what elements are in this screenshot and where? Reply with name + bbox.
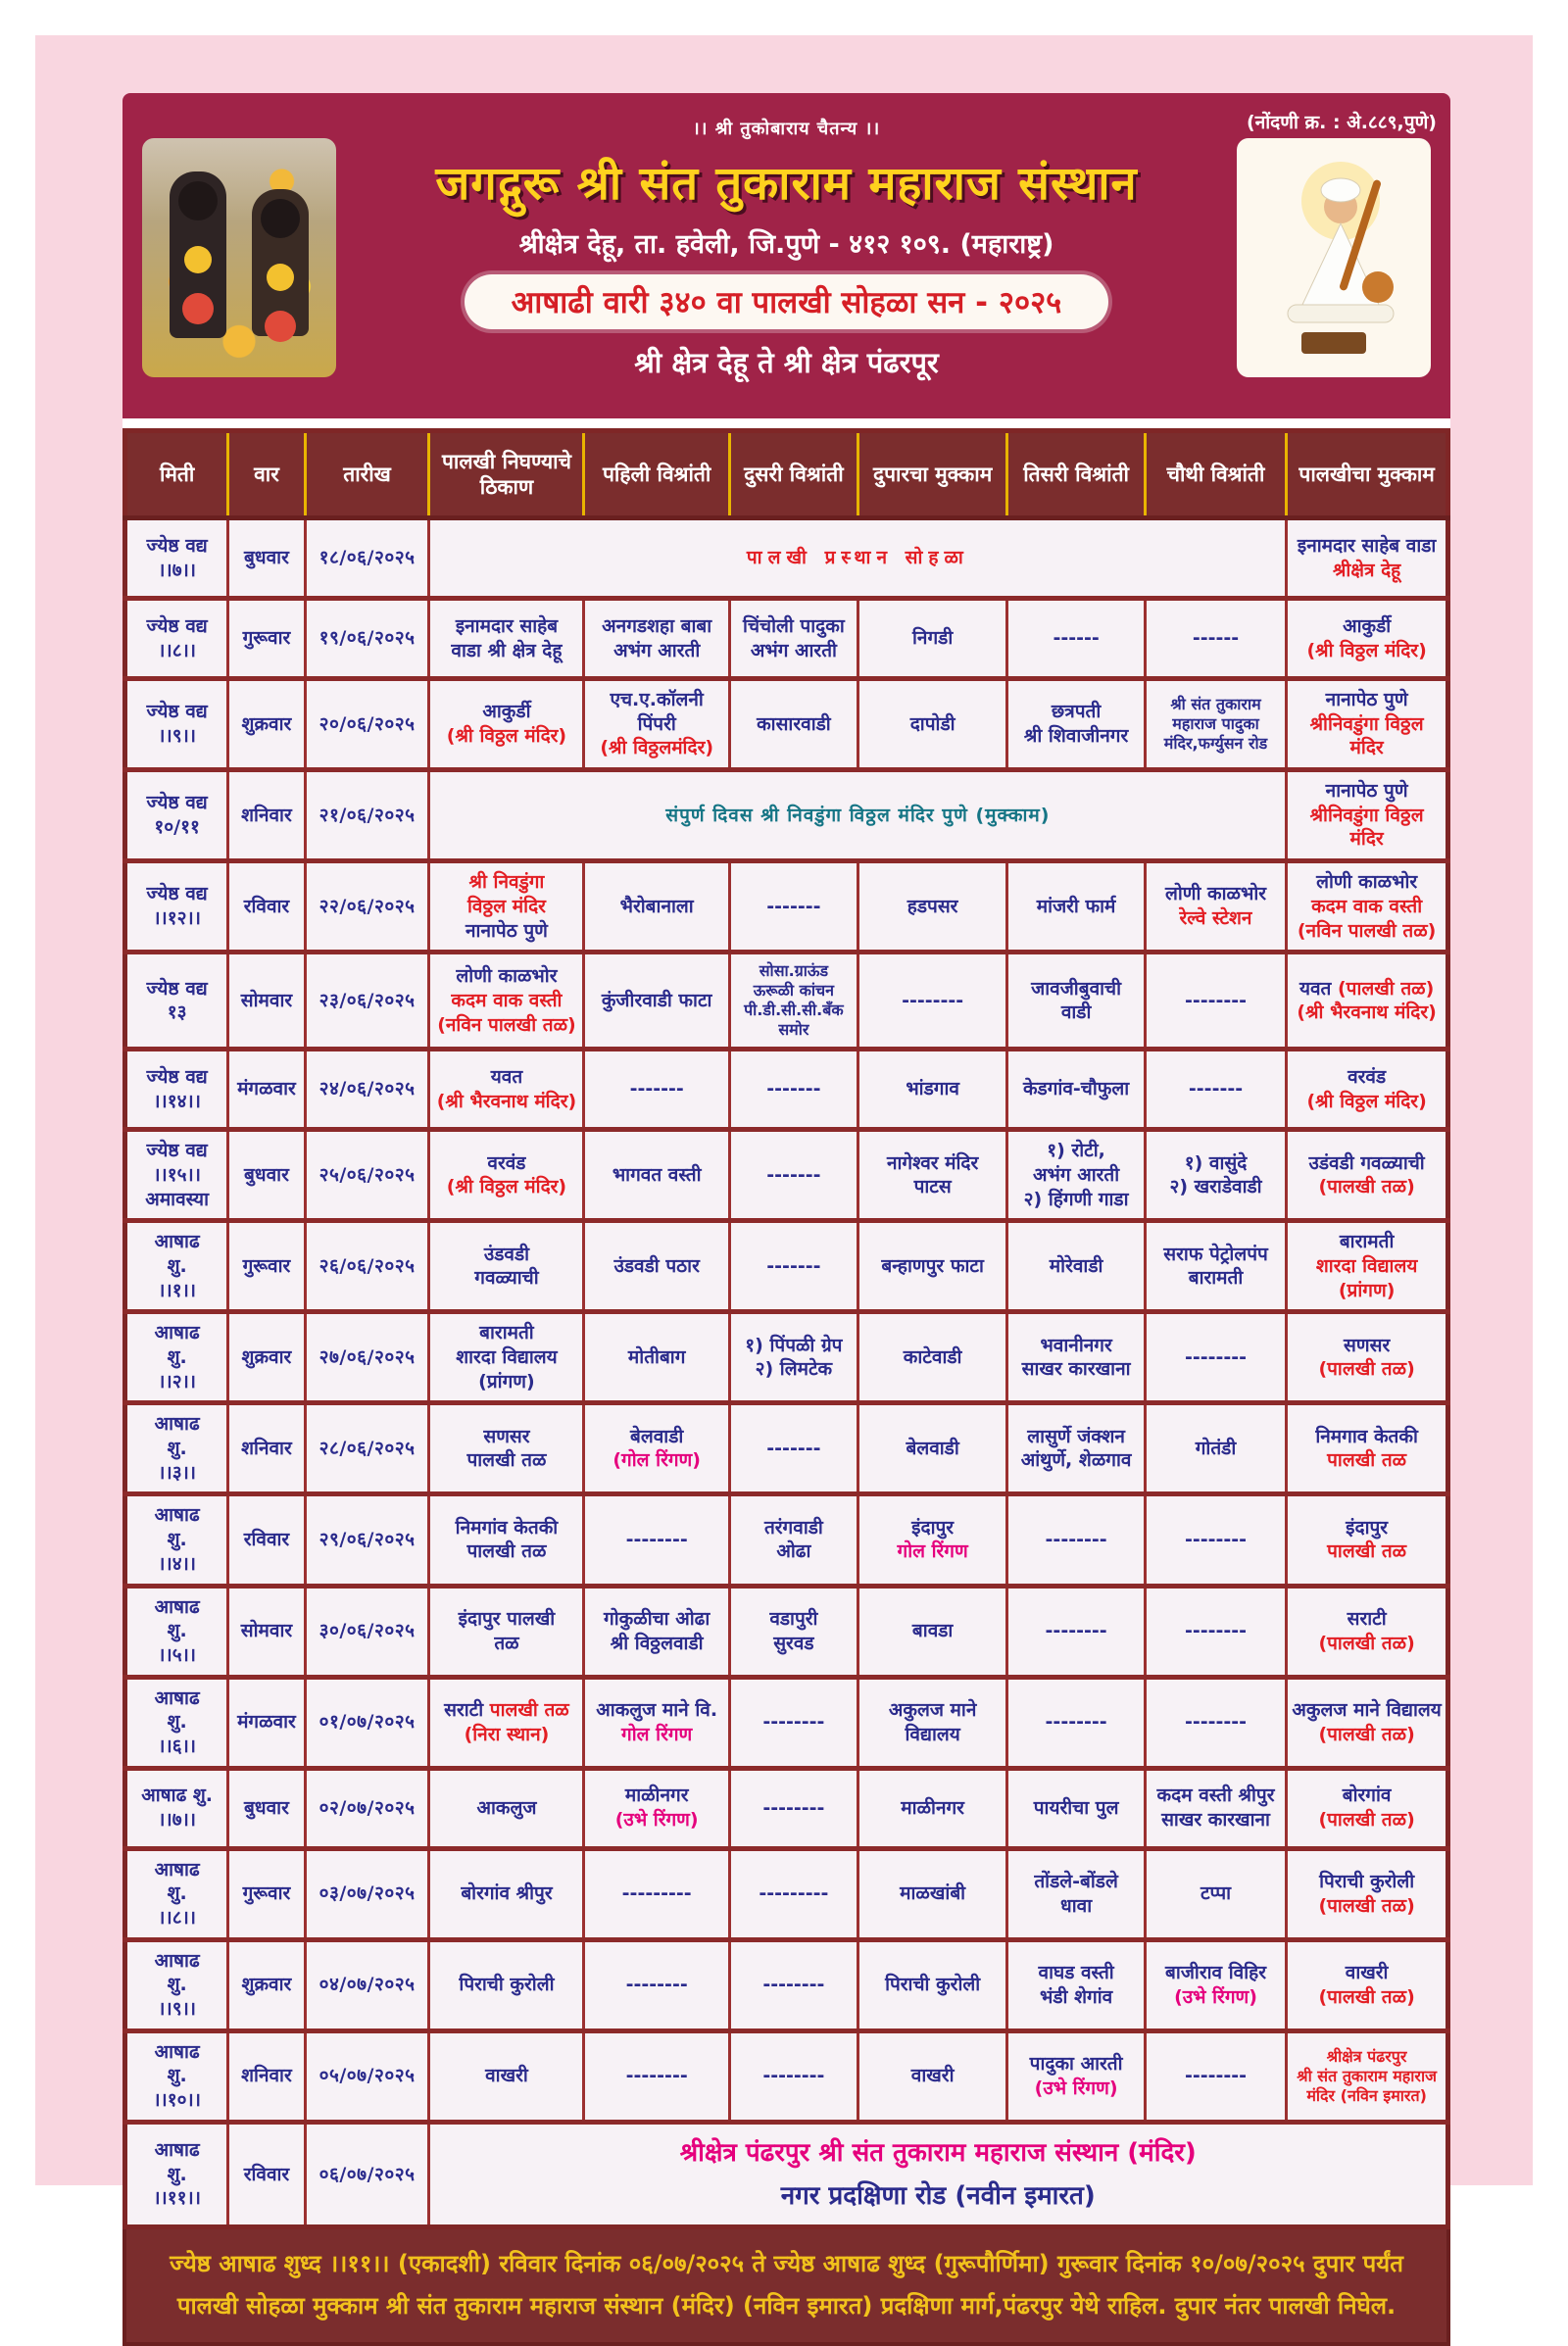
cell-day: शनिवार: [228, 2030, 305, 2122]
cell-date: २१/०६/२०२५: [305, 770, 429, 861]
cell-col-9: --------: [1145, 1494, 1286, 1586]
table-row-5: [125, 861, 1448, 953]
cell-col-5: --------: [584, 2030, 730, 2122]
cell-col-5: --------: [584, 1494, 730, 1586]
cell-date: ०२/०७/२०२५: [305, 1768, 429, 1848]
cell-day: शुक्रवार: [228, 1312, 305, 1403]
cell-day: गुरूवार: [228, 1848, 305, 1939]
cell-col-4: उंडवडी गवळ्याची: [429, 1221, 584, 1312]
cell-col-9: गोतंडी: [1145, 1403, 1286, 1494]
cell-col-6: -------: [729, 1050, 858, 1130]
column-header-6: दुपारचा मुक्काम: [858, 431, 1007, 518]
column-header-2: तारीख: [305, 431, 429, 518]
cell-col-6: -------: [729, 1403, 858, 1494]
cell-col-9: --------: [1145, 2030, 1286, 2122]
cell-col-4: पिराची कुरोली: [429, 1939, 584, 2030]
cell-miti: आषाढ शु. ।।९।।: [125, 1939, 228, 2030]
table-row-1: [125, 518, 1448, 599]
cell-miti: आषाढ शु. ।।१०।।: [125, 2030, 228, 2122]
cell-day: बुधवार: [228, 1130, 305, 1221]
cell-col-7: माळखांबी: [858, 1848, 1007, 1939]
cell-day: मंगळवार: [228, 1677, 305, 1768]
cell-date: २९/०६/२०२५: [305, 1494, 429, 1586]
cell-miti: ज्येष्ठ वद्य ।।८।।: [125, 599, 228, 679]
cell-col-9: कदम वस्ती श्रीपुर साखर कारखाना: [1145, 1768, 1286, 1848]
cell-col-4: आकुर्डी (श्री विठ्ठल मंदिर): [429, 679, 584, 770]
table-header-row: [125, 431, 1448, 518]
cell-miti: आषाढ शु. ।।६।।: [125, 1677, 228, 1768]
vitthal-idol-shape: [170, 171, 226, 338]
cell-col-4: इनामदार साहेब वाडा श्री क्षेत्र देहू: [429, 599, 584, 679]
table-row-6: [125, 953, 1448, 1050]
cell-col-5: भागवत वस्ती: [584, 1130, 730, 1221]
cell-col-8: वाघड वस्ती भंडी शेगांव: [1007, 1939, 1145, 2030]
cell-date: २२/०६/२०२५: [305, 861, 429, 953]
cell-merged: श्रीक्षेत्र पंढरपुर श्री संत तुकाराम महाराज संस्थान (मंदिर) नगर प्रदक्षिणा रोड (नवीन इमारत): [429, 2122, 1448, 2226]
cell-col-5: बेलवाडी (गोल रिंगण): [584, 1403, 730, 1494]
cell-col-5: मोतीबाग: [584, 1312, 730, 1403]
cell-col-6: --------: [729, 1768, 858, 1848]
cell-col-10: लोणी काळभोर कदम वाक वस्ती (नविन पालखी तळ): [1287, 861, 1448, 953]
cell-col-6: -------: [729, 1130, 858, 1221]
cell-col-6: -------: [729, 861, 858, 953]
table-row-11: [125, 1403, 1448, 1494]
footer-line-2: पालखी सोहळा मुक्काम श्री संत तुकाराम महाराज संस्थान (मंदिर) (नविन इमारत) प्रदक्षिणा मार्ग,पंढरपुर येथे राहिल. दुपार नंतर पालखी निघेल.: [176, 2292, 1396, 2321]
poster-card: [122, 93, 1450, 2346]
tukaram-figure-icon: [1250, 150, 1417, 366]
column-header-1: वार: [228, 431, 305, 518]
cell-col-10: यवत (पालखी तळ) (श्री भैरवनाथ मंदिर): [1287, 953, 1448, 1050]
cell-miti: ज्येष्ठ वद्य ।।७।।: [125, 518, 228, 599]
cell-col-8: लासुर्णे जंक्शन आंथुर्णे, शेळगाव: [1007, 1403, 1145, 1494]
cell-date: ०५/०७/२०२५: [305, 2030, 429, 2122]
cell-miti: आषाढ शु. ।।२।।: [125, 1312, 228, 1403]
cell-miti: ज्येष्ठ वद्य ।।१२।।: [125, 861, 228, 953]
cell-col-8: --------: [1007, 1677, 1145, 1768]
cell-col-6: कासारवाडी: [729, 679, 858, 770]
cell-day: बुधवार: [228, 518, 305, 599]
cell-day: सोमवार: [228, 1586, 305, 1677]
cell-date: ०४/०७/२०२५: [305, 1939, 429, 2030]
cell-col-5: उंडवडी पठार: [584, 1221, 730, 1312]
cell-miti: आषाढ शु. ।।१।।: [125, 1221, 228, 1312]
cell-mukkam: नानापेठ पुणे श्रीनिवडुंगा विठ्ठल मंदिर: [1287, 770, 1448, 861]
table-row-15: [125, 1768, 1448, 1848]
cell-col-7: बेलवाडी: [858, 1403, 1007, 1494]
table-row-19: [125, 2122, 1448, 2226]
cell-col-8: १) रोटी, अभंग आरती २) हिंगणी गाडा: [1007, 1130, 1145, 1221]
table-row-17: [125, 1939, 1448, 2030]
invocation-text: ।। श्री तुकोबाराय चैतन्य ।।: [692, 119, 881, 139]
cell-miti: आषाढ शु. ।।७।।: [125, 1768, 228, 1848]
cell-col-4: श्री निवडुंगा विठ्ठल मंदिर नानापेठ पुणे: [429, 861, 584, 953]
cell-col-4: वरवंड (श्री विठ्ठल मंदिर): [429, 1130, 584, 1221]
cell-col-9: --------: [1145, 1586, 1286, 1677]
cell-col-7: नागेश्वर मंदिर पाटस: [858, 1130, 1007, 1221]
cell-col-5: -------: [584, 1050, 730, 1130]
cell-miti: ज्येष्ठ वद्य ।।९।।: [125, 679, 228, 770]
cell-col-10: बारामती शारदा विद्यालय (प्रांगण): [1287, 1221, 1448, 1312]
cell-date: ०३/०७/२०२५: [305, 1848, 429, 1939]
column-header-5: दुसरी विश्रांती: [729, 431, 858, 518]
table-row-4: [125, 770, 1448, 861]
cell-day: शुक्रवार: [228, 1939, 305, 2030]
cell-col-9: टप्पा: [1145, 1848, 1286, 1939]
cell-date: १९/०६/२०२५: [305, 599, 429, 679]
cell-miti: ज्येष्ठ वद्य ।।१४।।: [125, 1050, 228, 1130]
cell-col-10: इंदापुर पालखी तळ: [1287, 1494, 1448, 1586]
deity-photo: [142, 138, 336, 377]
cell-col-5: एच.ए.कॉलनी पिंपरी (श्री विठ्ठलमंदिर): [584, 679, 730, 770]
cell-col-8: भवानीनगर साखर कारखाना: [1007, 1312, 1145, 1403]
cell-col-7: भांडगाव: [858, 1050, 1007, 1130]
cell-col-8: तोंडले-बोंडले धावा: [1007, 1848, 1145, 1939]
column-header-9: पालखीचा मुक्काम: [1287, 431, 1448, 518]
cell-col-9: लोणी काळभोर रेल्वे स्टेशन: [1145, 861, 1286, 953]
table-row-2: [125, 599, 1448, 679]
cell-day: रविवार: [228, 1494, 305, 1586]
cell-miti: ज्येष्ठ वद्य १०/११: [125, 770, 228, 861]
table-row-8: [125, 1130, 1448, 1221]
cell-col-7: बावडा: [858, 1586, 1007, 1677]
sant-tukaram-illustration: [1237, 138, 1431, 377]
cell-date: २३/०६/२०२५: [305, 953, 429, 1050]
cell-col-4: वाखरी: [429, 2030, 584, 2122]
cell-date: २५/०६/२०२५: [305, 1130, 429, 1221]
divider-strip: [122, 418, 1450, 428]
cell-merged: संपुर्ण दिवस श्री निवडुंगा विठ्ठल मंदिर पुणे (मुक्काम): [429, 770, 1287, 861]
table-row-7: [125, 1050, 1448, 1130]
cell-col-6: --------: [729, 1677, 858, 1768]
cell-col-8: मोरेवाडी: [1007, 1221, 1145, 1312]
cell-col-5: ---------: [584, 1848, 730, 1939]
cell-col-7: माळीनगर: [858, 1768, 1007, 1848]
cell-col-5: गोकुळीचा ओढा श्री विठ्ठलवाडी: [584, 1586, 730, 1677]
cell-date: ०६/०७/२०२५: [305, 2122, 429, 2226]
cell-col-4: बारामती शारदा विद्यालय (प्रांगण): [429, 1312, 584, 1403]
cell-col-6: --------: [729, 1939, 858, 2030]
cell-miti: आषाढ शु. ।।८।।: [125, 1848, 228, 1939]
cell-day: गुरूवार: [228, 599, 305, 679]
cell-col-9: श्री संत तुकाराम महाराज पादुका मंदिर,फर्ग्युसन रोड: [1145, 679, 1286, 770]
cell-day: शुक्रवार: [228, 679, 305, 770]
table-head: [125, 431, 1448, 518]
cell-col-6: १) पिंपळी ग्रेप २) लिमटेक: [729, 1312, 858, 1403]
table-row-18: [125, 2030, 1448, 2122]
registration-number: (नोंदणी क्र. : अे.८८९,पुणे): [1247, 112, 1437, 133]
cell-miti: ज्येष्ठ वद्य १३: [125, 953, 228, 1050]
cell-col-8: ------: [1007, 599, 1145, 679]
table-row-9: [125, 1221, 1448, 1312]
cell-miti: आषाढ शु. ।।४।।: [125, 1494, 228, 1586]
column-header-4: पहिली विश्रांती: [584, 431, 730, 518]
cell-col-5: अनगडशहा बाबा अभंग आरती: [584, 599, 730, 679]
cell-date: २०/०६/२०२५: [305, 679, 429, 770]
cell-col-8: पादुका आरती (उभे रिंगण): [1007, 2030, 1145, 2122]
table-row-16: [125, 1848, 1448, 1939]
cell-mukkam: इनामदार साहेब वाडा श्रीक्षेत्र देहू: [1287, 518, 1448, 599]
cell-col-5: आकलुज माने वि. गोल रिंगण: [584, 1677, 730, 1768]
cell-col-10: श्रीक्षेत्र पंढरपुर श्री संत तुकाराम महाराज मंदिर (नविन इमारत): [1287, 2030, 1448, 2122]
cell-col-10: बोरगांव (पालखी तळ): [1287, 1768, 1448, 1848]
cell-col-10: उडंवडी गवळ्याची (पालखी तळ): [1287, 1130, 1448, 1221]
footer-note: [122, 2229, 1450, 2345]
cell-col-6: -------: [729, 1221, 858, 1312]
cell-col-9: --------: [1145, 953, 1286, 1050]
cell-col-10: नानापेठ पुणे श्रीनिवडुंगा विठ्ठल मंदिर: [1287, 679, 1448, 770]
table-row-3: [125, 679, 1448, 770]
cell-date: ३०/०६/२०२५: [305, 1586, 429, 1677]
cell-col-8: पायरीचा पुल: [1007, 1768, 1145, 1848]
cell-col-7: अकुलज माने विद्यालय: [858, 1677, 1007, 1768]
cell-col-10: सराटी (पालखी तळ): [1287, 1586, 1448, 1677]
cell-col-9: सराफ पेट्रोलपंप बारामती: [1145, 1221, 1286, 1312]
cell-col-6: --------: [729, 2030, 858, 2122]
cell-col-4: बोरगांव श्रीपुर: [429, 1848, 584, 1939]
table-row-12: [125, 1494, 1448, 1586]
table-row-14: [125, 1677, 1448, 1768]
cell-col-6: तरंगवाडी ओढा: [729, 1494, 858, 1586]
column-header-3: पालखी निघण्याचे ठिकाण: [429, 431, 584, 518]
column-header-7: तिसरी विश्रांती: [1007, 431, 1145, 518]
column-header-8: चौथी विश्रांती: [1145, 431, 1286, 518]
cell-col-8: --------: [1007, 1494, 1145, 1586]
cell-col-9: १) वासुंदे २) खराडेवाडी: [1145, 1130, 1286, 1221]
cell-date: २४/०६/२०२५: [305, 1050, 429, 1130]
cell-col-7: निगडी: [858, 599, 1007, 679]
rukmini-idol-shape: [252, 189, 309, 336]
cell-day: बुधवार: [228, 1768, 305, 1848]
address-line: श्रीक्षेत्र देहू, ता. हवेली, जि.पुणे - ४१२ १०९. (महाराष्ट्र): [518, 229, 1054, 260]
cell-day: रविवार: [228, 861, 305, 953]
cell-col-10: सणसर (पालखी तळ): [1287, 1312, 1448, 1403]
cell-col-9: -------: [1145, 1050, 1286, 1130]
cell-col-7: पिराची कुरोली: [858, 1939, 1007, 2030]
cell-date: ०१/०७/२०२५: [305, 1677, 429, 1768]
cell-col-6: चिंचोली पादुका अभंग आरती: [729, 599, 858, 679]
cell-col-4: सराटी पालखी तळ (निरा स्थान): [429, 1677, 584, 1768]
cell-col-9: ------: [1145, 599, 1286, 679]
cell-col-8: --------: [1007, 1586, 1145, 1677]
cell-col-10: वरवंड (श्री विठ्ठल मंदिर): [1287, 1050, 1448, 1130]
cell-col-9: --------: [1145, 1312, 1286, 1403]
cell-col-8: मांजरी फार्म: [1007, 861, 1145, 953]
cell-col-8: केडगांव-चौफुला: [1007, 1050, 1145, 1130]
cell-date: १८/०६/२०२५: [305, 518, 429, 599]
cell-col-4: इंदापुर पालखी तळ: [429, 1586, 584, 1677]
cell-col-10: आकुर्डी (श्री विठ्ठल मंदिर): [1287, 599, 1448, 679]
cell-date: २६/०६/२०२५: [305, 1221, 429, 1312]
cell-col-10: निमगाव केतकी पालखी तळ: [1287, 1403, 1448, 1494]
cell-day: शनिवार: [228, 1403, 305, 1494]
table-row-10: [125, 1312, 1448, 1403]
cell-col-6: ---------: [729, 1848, 858, 1939]
cell-col-7: हडपसर: [858, 861, 1007, 953]
header-banner: [122, 93, 1450, 418]
cell-col-8: छत्रपती श्री शिवाजीनगर: [1007, 679, 1145, 770]
cell-col-5: कुंजीरवाडी फाटा: [584, 953, 730, 1050]
event-badge: आषाढी वारी ३४० वा पालखी सोहळा सन - २०२५: [465, 274, 1109, 329]
cell-miti: आषाढ शु. ।।५।।: [125, 1586, 228, 1677]
cell-day: रविवार: [228, 2122, 305, 2226]
cell-col-5: भैरोबानाला: [584, 861, 730, 953]
cell-col-10: पिराची कुरोली (पालखी तळ): [1287, 1848, 1448, 1939]
table-row-13: [125, 1586, 1448, 1677]
cell-col-10: अकुलज माने विद्यालय (पालखी तळ): [1287, 1677, 1448, 1768]
cell-col-8: जावजीबुवाची वाडी: [1007, 953, 1145, 1050]
cell-col-6: वडापुरी सुरवड: [729, 1586, 858, 1677]
cell-date: २७/०६/२०२५: [305, 1312, 429, 1403]
cell-day: सोमवार: [228, 953, 305, 1050]
cell-col-4: लोणी काळभोर कदम वाक वस्ती (नविन पालखी तळ): [429, 953, 584, 1050]
route-line: श्री क्षेत्र देहू ते श्री क्षेत्र पंढरपूर: [634, 346, 939, 379]
cell-col-4: आकलुज: [429, 1768, 584, 1848]
cell-col-4: यवत (श्री भैरवनाथ मंदिर): [429, 1050, 584, 1130]
cell-col-9: बाजीराव विहिर (उभे रिंगण): [1145, 1939, 1286, 2030]
cell-col-7: दापोडी: [858, 679, 1007, 770]
cell-miti: ज्येष्ठ वद्य ।।१५।। अमावस्या: [125, 1130, 228, 1221]
column-header-0: मिती: [125, 431, 228, 518]
cell-col-7: काटेवाडी: [858, 1312, 1007, 1403]
cell-miti: आषाढ शु. ।।३।।: [125, 1403, 228, 1494]
cell-col-5: माळीनगर (उभे रिंगण): [584, 1768, 730, 1848]
footer-line-1: ज्येष्ठ आषाढ शुध्द ।।११।। (एकादशी) रविवार दिनांक ०६/०७/२०२५ ते ज्येष्ठ आषाढ शुध्द (गुरूपौर्णिमा) गुरूवार दिनांक १०/०७/२०२५ दुपार पर्यंत: [170, 2250, 1403, 2278]
cell-col-6: सोसा.ग्राऊंड ऊरूळी कांचन पी.डी.सी.सी.बँक समोर: [729, 953, 858, 1050]
page-title: जगद्गुरू श्री संत तुकाराम महाराज संस्थान: [435, 157, 1138, 211]
cell-col-9: --------: [1145, 1677, 1286, 1768]
cell-col-7: वाखरी: [858, 2030, 1007, 2122]
cell-col-4: सणसर पालखी तळ: [429, 1403, 584, 1494]
cell-date: २८/०६/२०२५: [305, 1403, 429, 1494]
cell-merged: पालखी प्रस्थान सोहळा: [429, 518, 1287, 599]
cell-col-7: --------: [858, 953, 1007, 1050]
cell-col-7: इंदापुर गोल रिंगण: [858, 1494, 1007, 1586]
table-body: [125, 518, 1448, 2227]
cell-miti: आषाढ शु. ।।११।।: [125, 2122, 228, 2226]
cell-day: मंगळवार: [228, 1050, 305, 1130]
cell-day: गुरूवार: [228, 1221, 305, 1312]
palkhi-schedule-table: [122, 428, 1450, 2229]
cell-day: शनिवार: [228, 770, 305, 861]
cell-col-10: वाखरी (पालखी तळ): [1287, 1939, 1448, 2030]
cell-col-5: --------: [584, 1939, 730, 2030]
cell-col-7: बन्हाणपुर फाटा: [858, 1221, 1007, 1312]
cell-col-4: निमगांव केतकी पालखी तळ: [429, 1494, 584, 1586]
